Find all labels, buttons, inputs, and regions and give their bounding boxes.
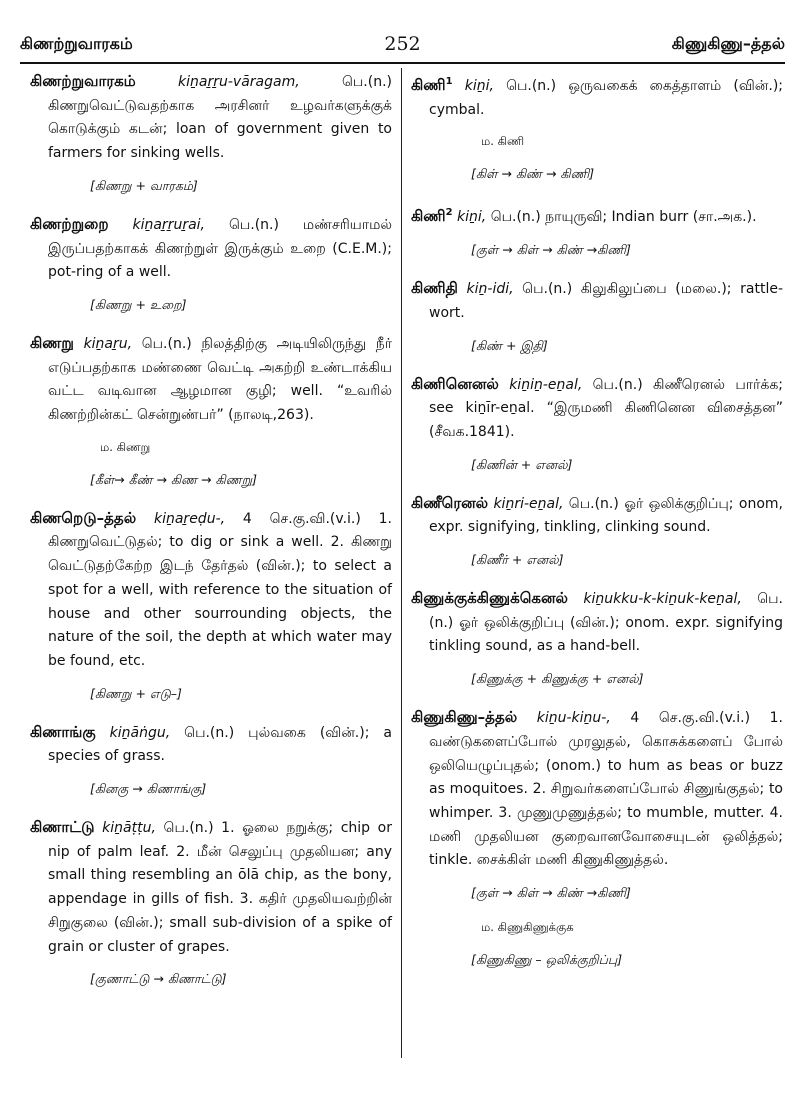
entry-headword: கிணி$^2$ <box>411 207 453 226</box>
entry-headword: கிணுகிணு–த்தல் <box>411 708 518 727</box>
entry-transliteration: kiṉaṟu, <box>83 335 133 352</box>
entry-definition: பெ.(n.) ஓர் ஒலிக்குறிப்பு (வின்.); onom. expr. signifying tinkling sound, as a hand-bell. <box>429 591 783 655</box>
entry-definition: பெ.(n.) 1. ஓலை நறுக்கு; chip or nip of palm leaf. 2. மீன் செலுப்பு முதலியன; any small thing resembling an ōlā chip, as the bony, appendage in gills of fish. 3. கதிர் முதலியவற்றின் சிறுகுலை (வின்.); small sub-division of a spike of grain or cluster of grapes. <box>48 820 392 955</box>
entry-definition: பெ.(n.) நிலத்திற்கு அடியிலிருந்து நீர் எடுப்பதற்காக மண்ணை வெட்டி அகற்றி உண்டாக்கிய வட்ட வடிவான ஆழமான குழி; well. “உவரில் கிணற்றின்கட் சென்றுண்பர்” (நாலடி,263). <box>48 335 393 424</box>
entry-headword: கிணற்றுறை <box>30 214 109 233</box>
entry-cognate: ம. கிணி <box>481 134 525 149</box>
dictionary-entry <box>30 213 392 285</box>
entry-derivation: [குணாட்டு → கிணாட்டு] <box>90 971 227 987</box>
entry-derivation: [கிணறு + வாரகம்] <box>90 177 198 193</box>
entry-derivation: [குள் → கிள் → கிண் →கிணி] <box>471 885 631 901</box>
column-divider <box>401 68 402 1058</box>
entry-definition: 4 செ.கு.வி.(v.i.) 1. கிணறுவெட்டுதல்; to dig or sink a well. 2. கிணறு வெட்டுதற்கேற்ற இடந் தேர்தல் (வின்.); to select a spot for a well, with reference to the situation of house and other sourrounding objects, the nature of the soil, the depth at which water may be found, etc. <box>48 510 392 669</box>
header-right-guideword: கிணுகிணு–த்தல் <box>671 34 785 53</box>
left-column <box>30 70 392 1006</box>
entry-derivation: [கிண் + இதி] <box>471 337 548 353</box>
dictionary-entry <box>411 706 783 873</box>
entry-derivation: [கீள்→ கீண் → கிண → கிணறு] <box>90 471 257 487</box>
entry-definition: பெ.(n.) கிலுகிலுப்பை (மலை.); rattle-wort. <box>429 281 784 321</box>
dictionary-entry <box>411 492 783 540</box>
right-column <box>411 70 783 987</box>
entry-transliteration: kiṉāṅgu, <box>109 724 171 741</box>
entry-headword: கிணறு <box>30 333 74 352</box>
entry-cognate: ம. கிணறு <box>100 439 151 454</box>
entry-definition: பெ.(n.) ஒருவகைக் கைத்தாளம் (வின்.); cymbal. <box>429 78 783 118</box>
dictionary-entry <box>411 70 783 122</box>
entry-transliteration: kiṉāṭṭu, <box>102 820 156 837</box>
page-number: 252 <box>384 33 421 55</box>
dictionary-entry <box>411 277 783 325</box>
dictionary-entry <box>30 332 392 428</box>
entry-headword: கிணீரெனல் <box>411 493 489 512</box>
entry-transliteration: kiṉaṟeḍu-, <box>153 510 226 527</box>
entry-transliteration: kiṉukku-k-kiṉuk-keṉal, <box>583 591 742 608</box>
page-header <box>20 32 785 64</box>
entry-definition: 4 செ.கு.வி.(v.i.) 1. வண்டுகளைப்போல் முரலுதல், கொசுக்களைப் போல் ஒலியெழுப்புதல்; (onom.) to hum as beas or buzz as moquitoes. 2. சிறுவர்களைப்போல் சிணுங்குதல்; to whimper. 3. முணுமுணுத்தல்; to mumble, mutter. 4. மணி முதலியன குறைவானவோசையுடன் ஒலித்தல்; tinkle. சைக்கிள் மணி கிணுகிணுத்தல். <box>429 710 783 869</box>
entry-derivation: [குள் → கிள் → கிண் →கிணி] <box>471 242 631 258</box>
entry-transliteration: kiṉiṉ-eṉal, <box>509 376 583 393</box>
entry-derivation: [கிணீர் + எனல்] <box>471 552 564 568</box>
dictionary-entry <box>411 587 783 659</box>
entry-derivation: [கிணறு + உறை] <box>90 296 187 312</box>
entry-headword: கிணுக்குக்கிணுக்கெனல் <box>411 589 568 608</box>
entry-definition: பெ.(n.) மண்சரியாமல் இருப்பதற்காகக் கிணற்றுள் இருக்கும் உறை (C.E.M.); pot-ring of a well. <box>48 216 393 281</box>
entry-headword: கிணற்றுவாரகம் <box>30 72 136 90</box>
entry-transliteration: kiṉu-kiṉu-, <box>536 710 611 727</box>
entry-headword: கிணறெடு–த்தல் <box>30 508 137 527</box>
entry-headword: கிணாட்டு <box>30 818 95 837</box>
entry-cognate: ம. கிணுகிணுக்குக <box>481 920 574 935</box>
entry-derivation: [கினகு → கிணாங்கு] <box>90 781 207 797</box>
homonym-number: 1 <box>445 76 453 87</box>
entry-derivation-secondary: [கிணுகிணு – ஒலிக்குறிப்பு] <box>471 952 623 968</box>
entry-definition: பெ.(n.) கிணறுவெட்டுவதற்காக அரசினர் உழவர்களுக்குக் கொடுக்கும் கடன்; loan of government given to farmers for sinking wells. <box>48 74 393 162</box>
dictionary-entry <box>30 721 392 769</box>
dictionary-entry <box>411 201 783 230</box>
entry-definition: பெ.(n.) புல்வகை (வின்.); a species of grass. <box>48 724 392 765</box>
entry-headword: கிணி$^1$ <box>411 76 453 94</box>
entry-headword: கிணாங்கு <box>30 722 96 741</box>
entry-headword: கிணிதி <box>411 279 458 298</box>
entry-definition: பெ.(n.) ஓர் ஒலிக்குறிப்பு; onom, expr. signifying, tinkling, clinking sound. <box>429 495 783 536</box>
entry-derivation: [கிள் → கிண் → கிணி] <box>471 166 595 182</box>
dictionary-entry <box>30 816 392 959</box>
entry-definition: பெ.(n.) நாயுருவி; Indian burr (சா.அக.). <box>486 209 757 226</box>
entry-derivation: [கிணின் + எனல்] <box>471 456 573 472</box>
entry-transliteration: kiṉi, <box>457 209 487 226</box>
dictionary-entry <box>30 70 392 166</box>
entry-transliteration: kiṉi, <box>464 78 494 94</box>
entry-transliteration: kiṉaṟṟu-vāragam, <box>178 74 300 90</box>
entry-headword: கிணினெனல் <box>411 374 499 393</box>
entry-derivation: [கிணுக்கு + கிணுக்கு + எனல்] <box>471 671 644 687</box>
dictionary-entry <box>30 507 392 674</box>
entry-transliteration: kiṉri-eṉal, <box>493 495 564 512</box>
entry-transliteration: kiṉ-idi, <box>466 281 514 298</box>
entry-definition: பெ.(n.) கிணீரெனல் பார்க்க; see kiṉīr-eṉal. “இருமணி கிணினென விசைத்தன” (சீவக.1841). <box>429 376 784 440</box>
entry-transliteration: kiṉaṟṟuṟai, <box>132 216 205 233</box>
homonym-number: 2 <box>445 207 453 219</box>
dictionary-entry <box>411 373 783 445</box>
header-left-guideword: கிணற்றுவாரகம் <box>20 34 133 53</box>
entry-derivation: [கிணறு + எடு–] <box>90 685 182 701</box>
